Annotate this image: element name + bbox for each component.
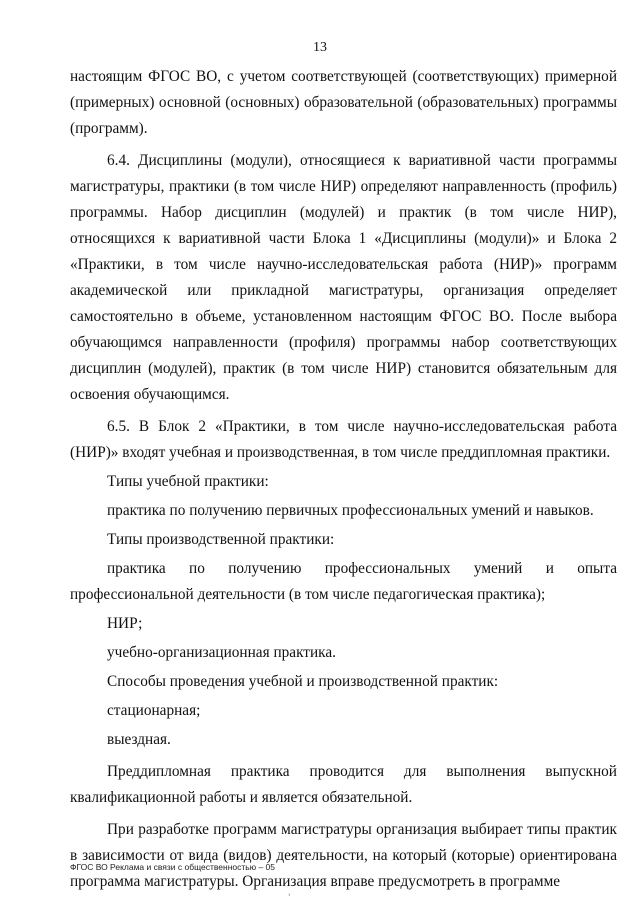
practice-method-field: выездная. [107,731,171,748]
production-practice-organizational: учебно-организационная практика. [107,644,336,661]
page-number: 13 [313,40,327,55]
paragraph-6-4: 6.4. Дисциплины (модули), относящиеся к вариативной части программы магистратуры, практики (в том числе НИР) определяют направленность (профиль) программы. Набор дисциплин (модулей) и практик (в том числе НИР), относящихся к вариативной части Блока 1 «Дисциплины (модули)» и Блока 2 «Практики, в том числе научно-исследовательская работа (НИР)» программ академической или прикладной магистратуры, организация определяет самостоятельно в объеме, установленном настоящим ФГОС ВО. После выбора обучающимся направленности (профиля) программы набор соответствующих дисциплин (модулей), практик (в том числе НИР) становится обязательным для освоения обучающимся. [70,152,617,403]
paragraph-pre-diploma: Преддипломная практика проводится для выполнения выпускной квалификационной работы и является обязательной. [70,763,617,806]
document-footer: ФГОС ВО Реклама и связи с общественностью – 05 [70,862,275,872]
production-practice-nir: НИР; [107,615,143,632]
practice-methods-heading: Способы проведения учебной и производственной практик: [107,673,499,690]
document-body [70,64,617,895]
production-practice-item-line2: профессиональной деятельности (в том числе педагогическая практика); [70,586,546,603]
paragraph-continuation: настоящим ФГОС ВО, с учетом соответствующей (соответствующих) примерной (примерных) основной (основных) образовательной (образовательных) программы (программ). [70,68,617,137]
practice-method-stationary: стационарная; [107,702,201,719]
paragraph-6-5: 6.5. В Блок 2 «Практики, в том числе научно-исследовательская работа (НИР)» входят учебная и производственная, в том числе преддипломная практики. [70,418,617,461]
training-practice-types-heading: Типы учебной практики: [107,473,269,490]
production-practice-item-line1: практика по получению профессиональных умений и опыта [107,560,617,577]
production-practice-types-heading: Типы производственной практики: [107,531,335,548]
paragraph-program-development: При разработке программ магистратуры организация выбирает типы практик в зависимости от вида (видов) деятельности, на который (которые) ориентирована программа магистратуры. Организация вправе предусмотреть в программе [70,821,617,890]
scan-mark: ' [288,893,291,903]
training-practice-item: практика по получению первичных профессиональных умений и навыков. [107,502,594,519]
